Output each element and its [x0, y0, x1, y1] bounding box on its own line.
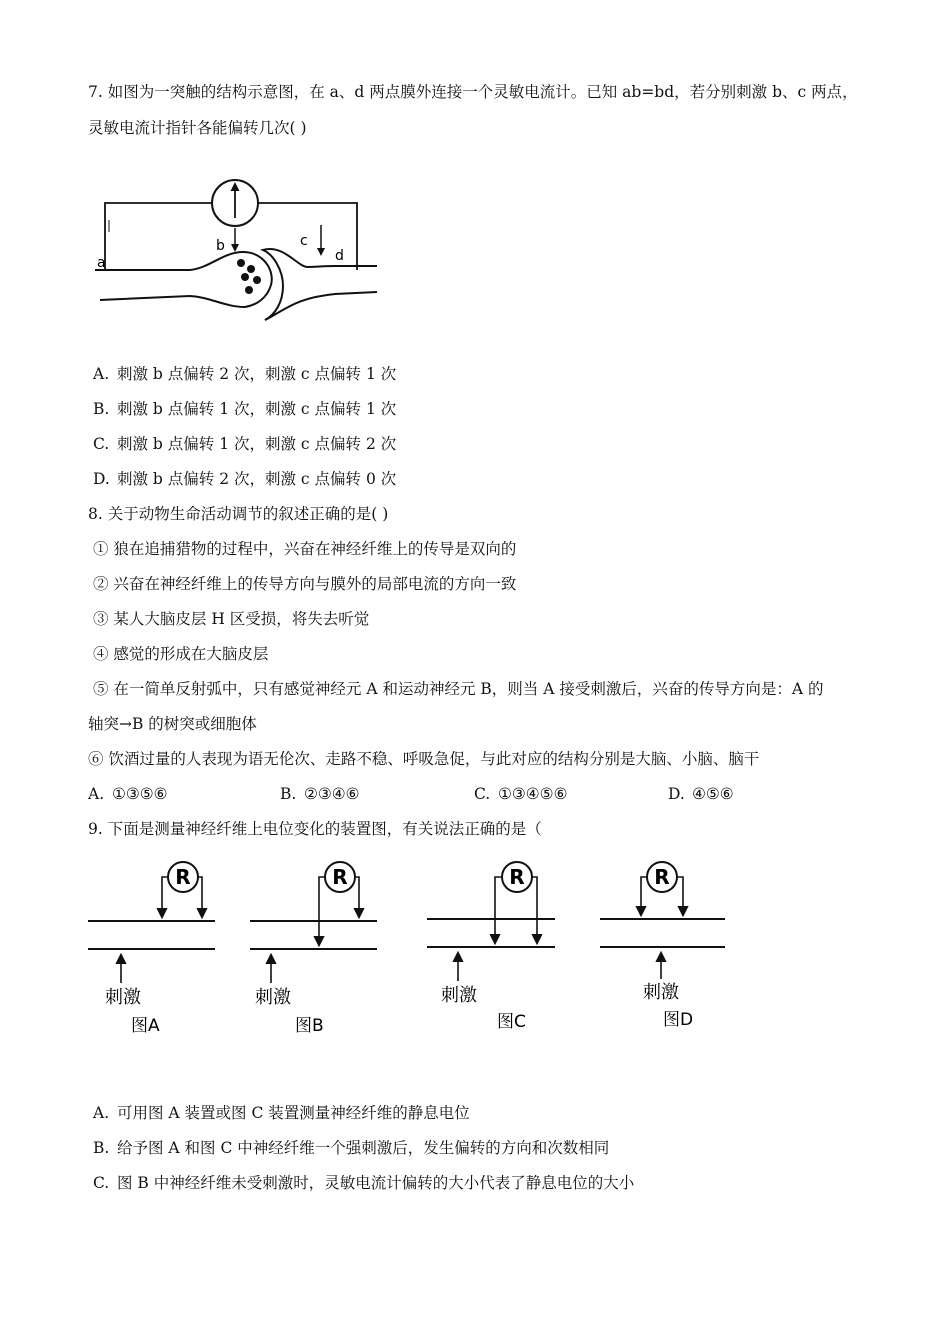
q8-option-b[interactable]: B. ②③④⑥: [280, 785, 360, 803]
q9-option-c[interactable]: C. 图 B 中神经纤维未受刺激时，灵敏电流计偏转的大小代表了静息电位的大小: [93, 1174, 635, 1192]
q9-option-b[interactable]: B. 给予图 A 和图 C 中神经纤维一个强刺激后，发生偏转的方向和次数相同: [93, 1139, 610, 1157]
vesicle: [247, 265, 255, 273]
figure-label-a: 图A: [131, 1016, 160, 1036]
figure-label-b: 图B: [295, 1016, 324, 1036]
figure-c: [427, 862, 555, 1032]
q8-item-2: ② 兴奋在神经纤维上的传导方向与膜外的局部电流的方向一致: [93, 575, 517, 593]
label-c: c: [300, 233, 308, 249]
figure-label-c: 图C: [497, 1012, 526, 1032]
q8-item-5: ⑤ 在一简单反射弧中，只有感觉神经元 A 和运动神经元 B，则当 A 接受刺激后，兴奋的传导方向是：A 的: [93, 680, 824, 698]
q8-option-a[interactable]: A. ①③⑤⑥: [88, 785, 168, 803]
synapse-diagram: [95, 170, 385, 330]
q7-option-c[interactable]: C. 刺激 b 点偏转 1 次，刺激 c 点偏转 2 次: [93, 435, 397, 453]
q8-item-5-cont: 轴突→B 的树突或细胞体: [88, 715, 257, 733]
label-d: d: [335, 248, 344, 264]
svg-text:R: R: [332, 865, 348, 889]
q8-item-4: ④ 感觉的形成在大脑皮层: [93, 645, 269, 663]
q8-option-c[interactable]: C. ①③④⑤⑥: [474, 785, 568, 803]
stimulus-label-b: 刺激: [255, 987, 291, 1008]
label-b: b: [216, 238, 225, 254]
stimulus-label-a: 刺激: [105, 987, 141, 1008]
stimulus-label-d: 刺激: [643, 982, 679, 1003]
q8-item-6: ⑥ 饮酒过量的人表现为语无伦次、走路不稳、呼吸急促，与此对应的结构分别是大脑、小脑、脑干: [88, 750, 760, 768]
vesicle: [241, 273, 249, 281]
q7-option-b[interactable]: B. 刺激 b 点偏转 1 次，刺激 c 点偏转 1 次: [93, 400, 397, 418]
q7-option-a[interactable]: A. 刺激 b 点偏转 2 次，刺激 c 点偏转 1 次: [93, 365, 397, 383]
figure-b: [250, 862, 377, 1036]
figure-d: [600, 862, 725, 1030]
q9-option-a[interactable]: A. 可用图 A 装置或图 C 装置测量神经纤维的静息电位: [93, 1104, 470, 1122]
vesicle: [253, 276, 261, 284]
q8-stem: 8. 关于动物生命活动调节的叙述正确的是( ): [88, 505, 389, 523]
q7-stem-line2: 灵敏电流计指针各能偏转几次( ): [88, 119, 307, 137]
q7-stem-line1: 7. 如图为一突触的结构示意图，在 a、d 两点膜外连接一个灵敏电流计。已知 ab=bd，若分别刺激 b、c 两点，: [88, 83, 858, 101]
q9-stem: 9. 下面是测量神经纤维上电位变化的装置图，有关说法正确的是（: [88, 820, 542, 838]
q7-option-d[interactable]: D. 刺激 b 点偏转 2 次，刺激 c 点偏转 0 次: [93, 470, 397, 488]
svg-text:R: R: [175, 865, 191, 889]
q8-item-3: ③ 某人大脑皮层 H 区受损，将失去听觉: [93, 610, 370, 628]
figure-label-d: 图D: [663, 1010, 694, 1030]
vesicle: [245, 286, 253, 294]
q8-option-d[interactable]: D. ④⑤⑥: [668, 785, 734, 803]
vesicle: [237, 259, 245, 267]
label-a: a: [97, 255, 106, 271]
svg-text:R: R: [509, 865, 525, 889]
stimulus-label-c: 刺激: [441, 985, 477, 1006]
svg-text:R: R: [654, 865, 670, 889]
nerve-fiber-setups: [85, 855, 735, 1040]
q8-item-1: ① 狼在追捕猎物的过程中，兴奋在神经纤维上的传导是双向的: [93, 540, 517, 558]
figure-a: [88, 862, 215, 1036]
